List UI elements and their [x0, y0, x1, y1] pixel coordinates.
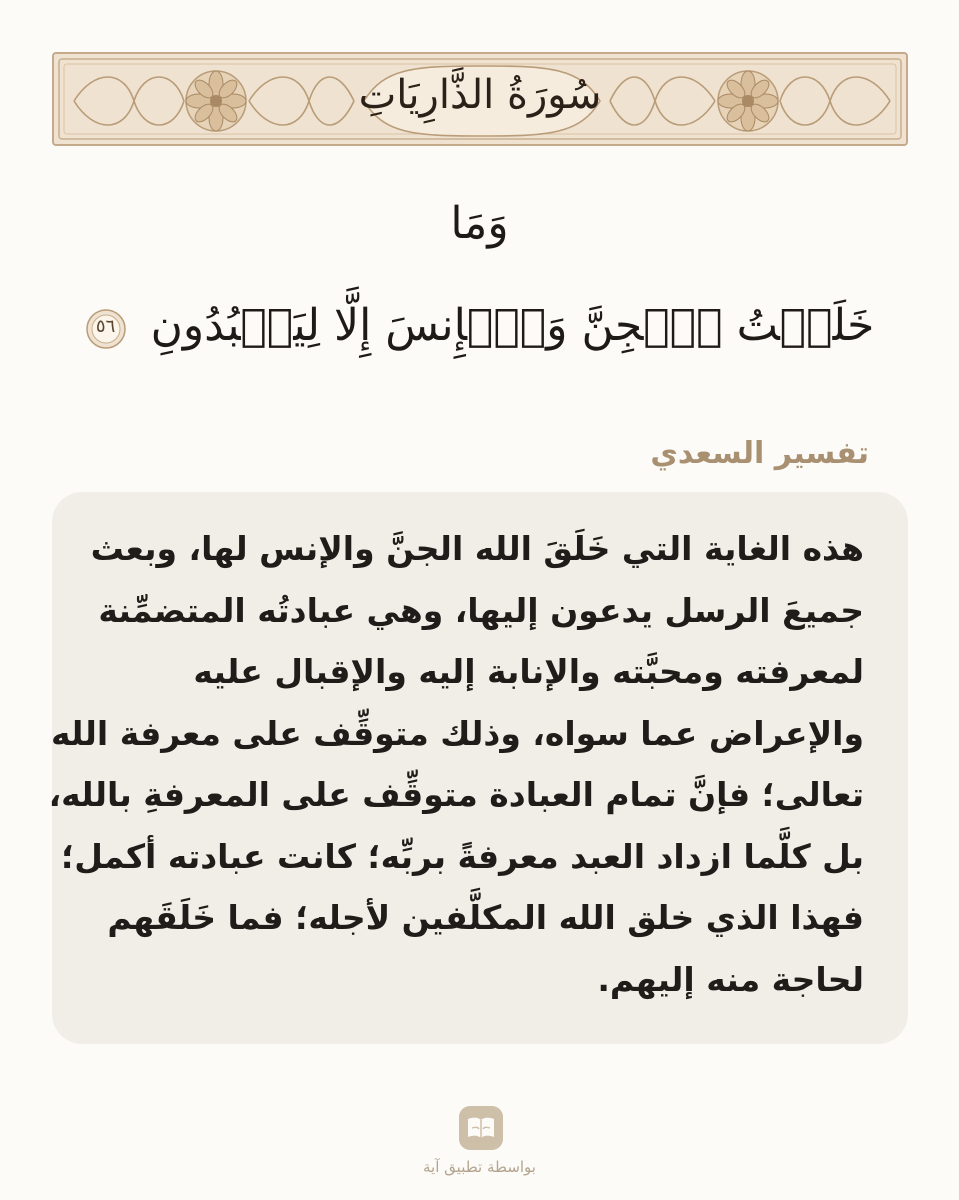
- ayah-number: ٥٦: [95, 315, 116, 337]
- tafsir-line: تعالى؛ فإنَّ تمام العبادة متوقِّف على المعرفةِ بالله،: [48, 775, 864, 814]
- tafsir-text: [48, 518, 864, 1010]
- verse-text: خَلَقۡتُ ٱلۡجِنَّ وَٱلۡإِنسَ إِلَّا لِيَعۡبُدُونِ: [150, 300, 875, 351]
- ayah-number-marker: [85, 308, 127, 350]
- tafsir-line: بل كلَّما ازداد العبد معرفةً بربِّه؛ كانت عبادته أكمل؛: [61, 836, 864, 876]
- tafsir-line: والإعراض عما سواه، وذلك متوقِّف على معرفة الله: [51, 713, 864, 753]
- tafsir-line: لحاجة منه إليهم.: [597, 959, 864, 999]
- verse-line-1: وَمَا: [450, 198, 509, 249]
- open-book-icon: [459, 1106, 503, 1150]
- app-logo: [459, 1106, 503, 1150]
- surah-name: سُورَةُ الذَّارِيَاتِ: [358, 72, 602, 118]
- surah-header-banner: [52, 52, 908, 146]
- tafsir-line: جميعَ الرسل يدعون إليها، وهي عبادتُه المتضمِّنة: [98, 590, 864, 630]
- tafsir-line: هذه الغاية التي خَلَقَ الله الجنَّ والإنس لها، وبعث: [90, 529, 864, 568]
- verse-line-2: [60, 300, 899, 351]
- tafsir-line: فهذا الذي خلق الله المكلَّفين لأجله؛ فما خَلَقَهم: [107, 898, 864, 937]
- tafsir-card: [48, 492, 908, 1044]
- footer-credit: بواسطة تطبيق آية: [423, 1158, 536, 1176]
- tafsir-heading: تفسير السعدي: [650, 436, 869, 471]
- tafsir-line: لمعرفته ومحبَّته والإنابة إليه والإقبال عليه: [193, 652, 864, 691]
